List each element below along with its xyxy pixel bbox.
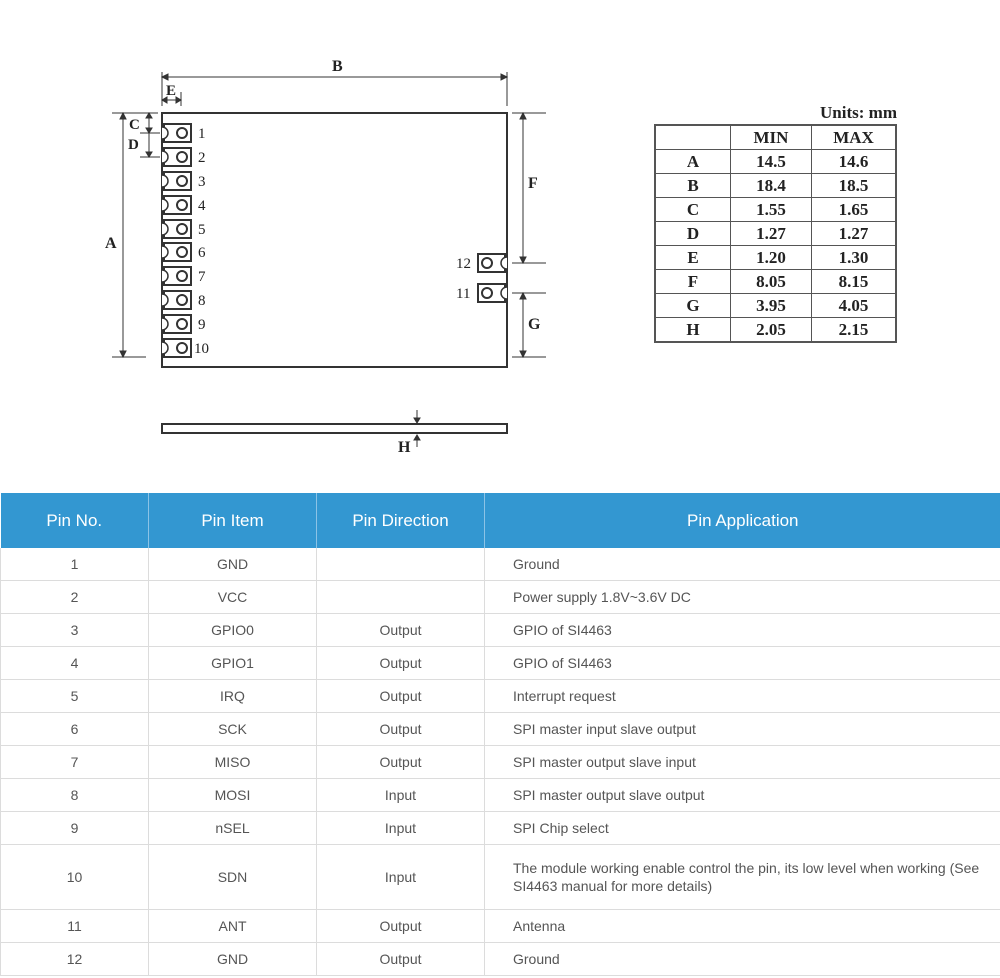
dim-label-d: D [128,137,139,153]
spec-cell: 1.55 [731,198,812,222]
pin-label-11: 11 [456,286,471,302]
pin-application: SPI master output slave output [485,779,1000,812]
dim-label-h: H [398,439,411,456]
spec-cell: 1.27 [731,222,812,246]
header-pin-application: Pin Application [485,493,1000,548]
header-pin-item: Pin Item [149,493,317,548]
pin-direction: Output [317,746,485,779]
pin-no: 2 [1,581,149,614]
pin-application: Antenna [485,910,1000,943]
pin-label-9: 9 [198,317,206,333]
spec-cell: 1.30 [812,246,897,270]
dim-label-e: E [166,83,177,99]
pin-direction: Output [317,713,485,746]
pin-no: 4 [1,647,149,680]
spec-cell: 4.05 [812,294,897,318]
dimension-b [162,72,507,106]
pin-item: MOSI [149,779,317,812]
spec-header-max: MAX [812,125,897,150]
dim-label-c: C [129,117,140,133]
spec-cell: H [655,318,731,343]
spec-cell: 8.05 [731,270,812,294]
spec-header-cell [655,125,731,150]
pin-label-6: 6 [198,245,206,261]
pin-direction: Output [317,647,485,680]
pin-item: SCK [149,713,317,746]
spec-cell: A [655,150,731,174]
pin-label-3: 3 [198,174,206,190]
spec-row [655,222,896,246]
pin-item: nSEL [149,812,317,845]
spec-row [655,174,896,198]
pin-no: 5 [1,680,149,713]
pin-item: SDN [149,845,317,910]
pin-no: 10 [1,845,149,910]
pin-application: SPI Chip select [485,812,1000,845]
table-row [1,910,1000,943]
pin-no: 11 [1,910,149,943]
dim-label-a: A [105,235,117,252]
pin-item: IRQ [149,680,317,713]
spec-cell: 2.15 [812,318,897,343]
table-row [1,647,1000,680]
pin-application: Ground [485,548,1000,581]
pin-no: 6 [1,713,149,746]
pin-direction: Output [317,910,485,943]
pin-direction [317,548,485,581]
spec-cell: 1.27 [812,222,897,246]
pin-direction: Output [317,943,485,976]
table-row [1,845,1000,910]
table-row [1,680,1000,713]
pin-application: SPI master output slave input [485,746,1000,779]
pin-application: Interrupt request [485,680,1000,713]
pin-direction: Output [317,614,485,647]
table-row [1,581,1000,614]
pin-item: VCC [149,581,317,614]
pin-application: GPIO of SI4463 [485,614,1000,647]
pin-application: Power supply 1.8V~3.6V DC [485,581,1000,614]
spec-cell: D [655,222,731,246]
pin-application: Ground [485,943,1000,976]
pin-no: 7 [1,746,149,779]
spec-cell: 14.5 [731,150,812,174]
pin-no: 12 [1,943,149,976]
pin-item: GND [149,548,317,581]
dimension-c-d [140,113,160,157]
pin-definition-table [0,493,1000,976]
pin-no: 9 [1,812,149,845]
pin-label-5: 5 [198,222,206,238]
spec-header-min: MIN [731,125,812,150]
dim-label-f: F [528,175,538,192]
spec-cell: 8.15 [812,270,897,294]
spec-cell: 14.6 [812,150,897,174]
pin-item: MISO [149,746,317,779]
spec-row [655,246,896,270]
pin-label-12: 12 [456,256,471,272]
spec-cell: E [655,246,731,270]
table-row [1,548,1000,581]
table-row [1,943,1000,976]
spec-row [655,150,896,174]
spec-row [655,318,896,343]
pin-label-7: 7 [198,269,206,285]
spec-cell: B [655,174,731,198]
pin-direction: Input [317,779,485,812]
pin-no: 1 [1,548,149,581]
pin-no: 3 [1,614,149,647]
spec-row [655,270,896,294]
header-pin-direction: Pin Direction [317,493,485,548]
spec-cell: 1.65 [812,198,897,222]
pin-item: GPIO1 [149,647,317,680]
pin-application: GPIO of SI4463 [485,647,1000,680]
header-pin-no: Pin No. [1,493,149,548]
spec-cell: 2.05 [731,318,812,343]
spec-row [655,294,896,318]
spec-cell: F [655,270,731,294]
pin-direction: Input [317,845,485,910]
table-row [1,779,1000,812]
module-outline [162,113,507,367]
table-row [1,812,1000,845]
table-row [1,746,1000,779]
pin-direction: Input [317,812,485,845]
pin-direction [317,581,485,614]
spec-cell: C [655,198,731,222]
pin-item: ANT [149,910,317,943]
table-row [1,713,1000,746]
spec-row [655,198,896,222]
spec-cell: 18.4 [731,174,812,198]
table-row [1,614,1000,647]
dimension-spec-table [654,102,897,343]
spec-cell: 3.95 [731,294,812,318]
dim-label-b: B [332,58,343,75]
pin-item: GPIO0 [149,614,317,647]
pin-application: SPI master input slave output [485,713,1000,746]
units-label: Units: mm [820,103,897,122]
spec-cell: 1.20 [731,246,812,270]
spec-header-row [655,125,896,150]
dim-label-g: G [528,316,541,333]
pin-item: GND [149,943,317,976]
pin-label-10: 10 [194,341,209,357]
pin-label-1: 1 [198,126,206,142]
spec-cell: G [655,294,731,318]
pin-label-4: 4 [198,198,206,214]
pin-table-header [1,493,1000,548]
pin-no: 8 [1,779,149,812]
pin-direction: Output [317,680,485,713]
pin-label-2: 2 [198,150,206,166]
module-side-view [162,424,507,433]
pin-label-8: 8 [198,293,206,309]
pin-application: The module working enable control the pin, its low level when working (See SI4463 manual for more details) [485,845,1000,910]
spec-cell: 18.5 [812,174,897,198]
